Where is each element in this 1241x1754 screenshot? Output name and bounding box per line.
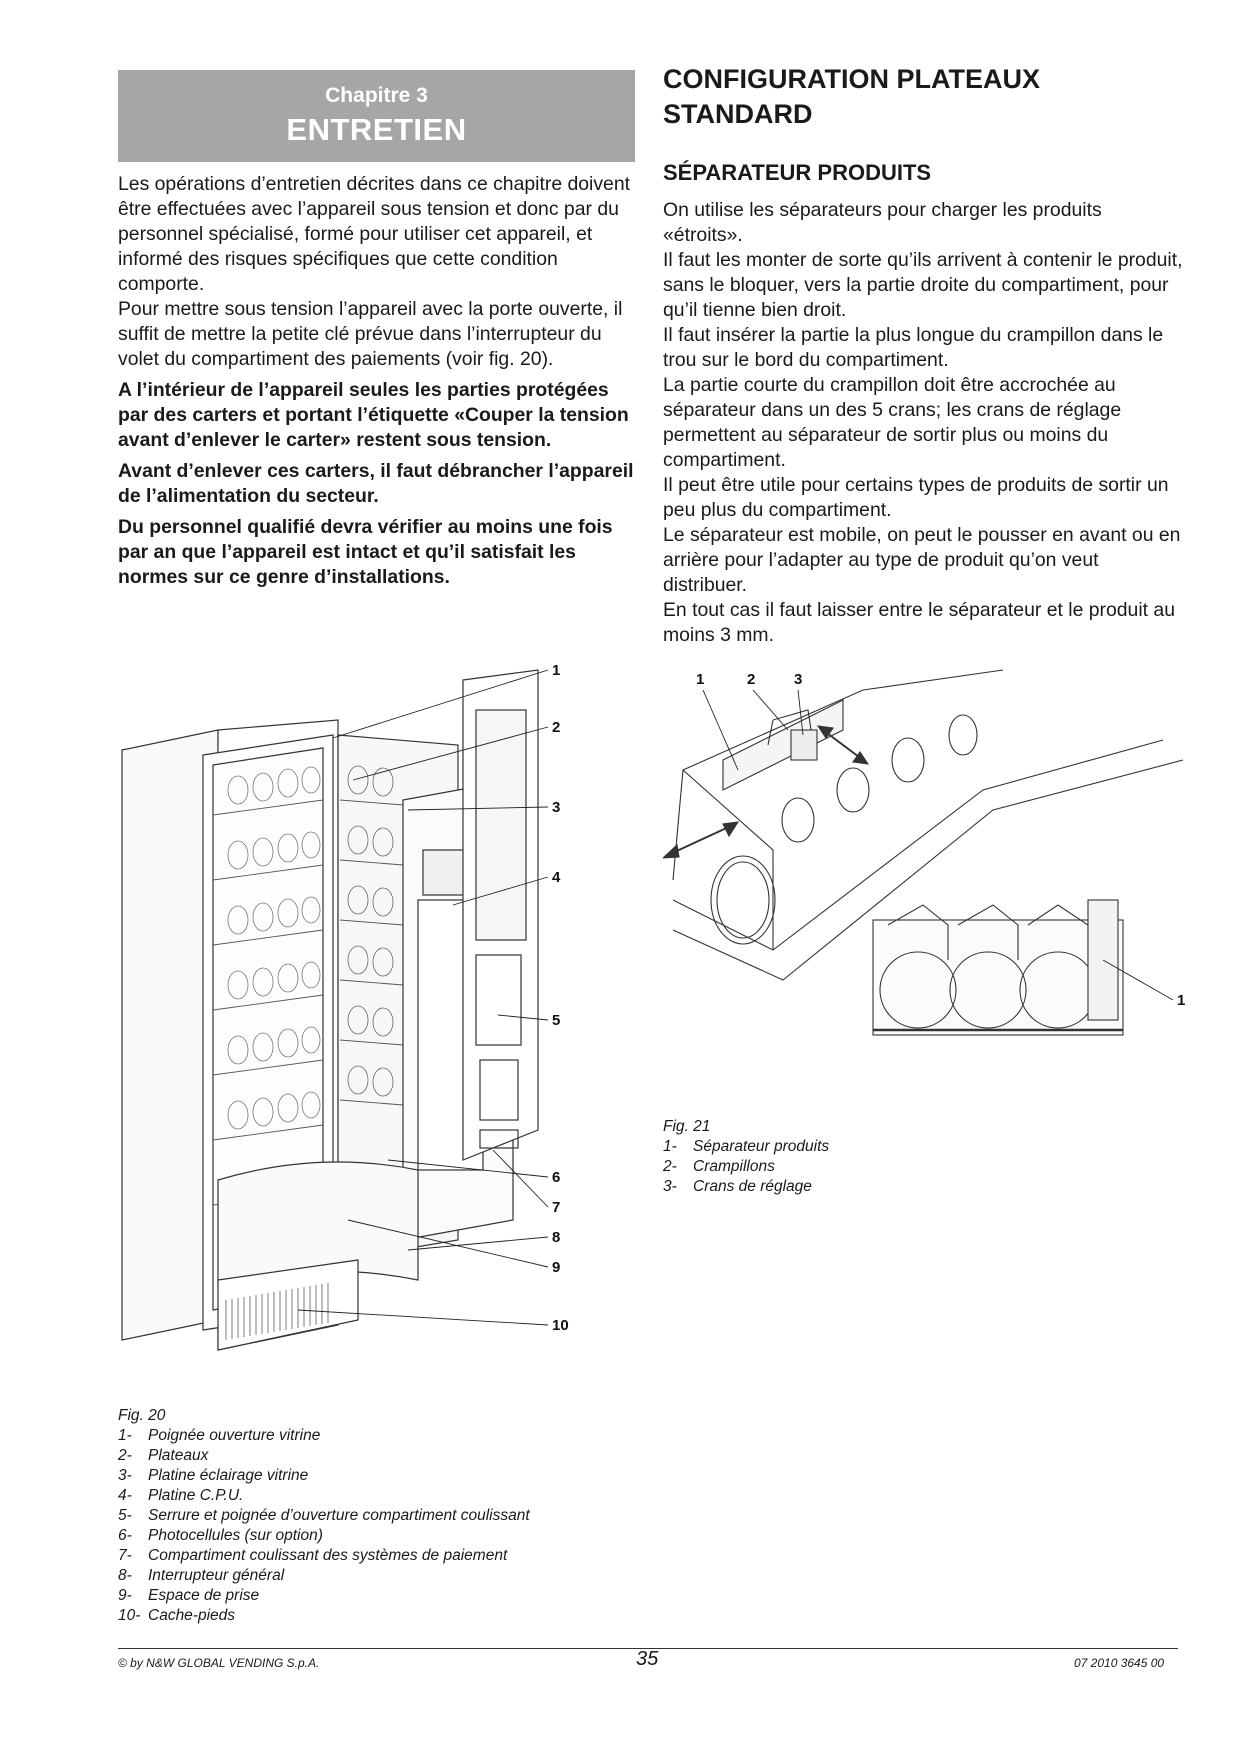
separator-paragraph: Il peut être utile pour certains types de produits de sortir un peu plus du compartiment. [663,474,1169,521]
caption-item: 1- Poignée ouverture vitrine [118,1427,321,1444]
section-heading: CONFIGURATION PLATEAUX STANDARD [663,64,1040,129]
footer-copyright: © by N&W GLOBAL VENDING S.p.A. [118,1656,320,1670]
fig21-caption-title: Fig. 21 [663,1118,711,1135]
fig20-caption-title: Fig. 20 [118,1407,166,1424]
callout-label: 1 [552,662,561,679]
caption-item: 2- Plateaux [118,1447,209,1464]
callout-label: 9 [552,1259,561,1276]
callout-label: 2 [747,671,756,688]
callout-label: 6 [552,1169,561,1186]
chapter-title: ENTRETIEN [286,112,467,147]
vending-machine-figure [118,660,638,1400]
warning-paragraph-2: Avant d’enlever ces carters, il faut débrancher l’appareil de l’alimentation du secteur. [118,460,634,507]
caption-item: 3- Crans de réglage [663,1178,812,1195]
callout-label: 1 [696,671,705,688]
intro-paragraph: Les opérations d’entretien décrites dans ce chapitre doivent être effectuées avec l’appareil sous tension et donc par du personnel spécialisé, formé pour utiliser cet appareil, et informé des risques spécifiques que cette condition comporte. [118,173,631,295]
caption-item: 9- Espace de prise [118,1587,260,1604]
caption-item: 2- Crampillons [663,1158,775,1175]
caption-item: 6- Photocellules (sur option) [118,1527,323,1544]
caption-item: 4- Platine C.P.U. [118,1487,244,1504]
caption-item: 1- Séparateur produits [663,1138,830,1155]
warning-paragraph-3: Du personnel qualifié devra vérifier au moins une fois par an que l’appareil est intact et qu’il satisfait les normes sur ce genre d’installations. [118,516,613,588]
power-paragraph: Pour mettre sous tension l’appareil avec la porte ouverte, il suffit de mettre la petite clé prévue dans l’interrupteur du volet du compartiment des paiements (voir fig. 20). [118,298,623,370]
callout-label: 10 [552,1317,569,1334]
separator-paragraph: La partie courte du crampillon doit être accrochée au séparateur dans un des 5 crans; les crans de réglage permettent au séparateur de sortir plus ou moins du compartiment. [663,374,1122,471]
callout-label: 7 [552,1199,561,1216]
left-column [118,172,638,590]
warning-paragraph-1: A l’intérieur de l’appareil seules les parties protégées par des carters et portant l’étiquette «Couper la tension avant d’enlever le carter» restent sous tension. [118,379,629,451]
separator-paragraph: Il faut insérer la partie la plus longue du crampillon dans le trou sur le bord du compartiment. [663,324,1164,371]
chapter-number: Chapitre 3 [325,84,428,107]
callout-label: 2 [552,719,561,736]
separator-paragraph: En tout cas il faut laisser entre le séparateur et le produit au moins 3 mm. [663,599,1175,646]
fig21-caption [663,1117,829,1197]
separator-paragraph: On utilise les séparateurs pour charger les produits «étroits». [663,199,1102,246]
callout-label: 4 [552,869,561,886]
caption-item: 3- Platine éclairage vitrine [118,1467,309,1484]
caption-item: 7- Compartiment coulissant des systèmes de paiement [118,1547,508,1564]
chapter-banner [118,70,635,162]
caption-item: 10- Cache-pieds [118,1607,236,1624]
callout-label: 1 [1177,992,1186,1009]
separator-figure [663,660,1203,1100]
document-code: 07 2010 3645 00 [1074,1656,1165,1670]
caption-item: 8- Interrupteur général [118,1567,285,1584]
callout-label: 8 [552,1229,561,1246]
caption-item: 5- Serrure et poignée d’ouverture compartiment coulissant [118,1507,530,1524]
separator-paragraph: Il faut les monter de sorte qu’ils arrivent à contenir le produit, sans le bloquer, vers la partie droite du compartiment, pour qu’il tienne bien droit. [663,249,1183,321]
callout-label: 3 [552,799,561,816]
page-number: 35 [636,1648,659,1670]
section-subheading: SÉPARATEUR PRODUITS [663,160,932,185]
callout-label: 5 [552,1012,561,1029]
right-column [663,60,1183,648]
separator-paragraph: Le séparateur est mobile, on peut le pousser en avant ou en arrière pour l’adapter au type de produit qu’on veut distribuer. [663,524,1181,596]
callout-label: 3 [794,671,803,688]
fig20-caption [118,1406,530,1626]
